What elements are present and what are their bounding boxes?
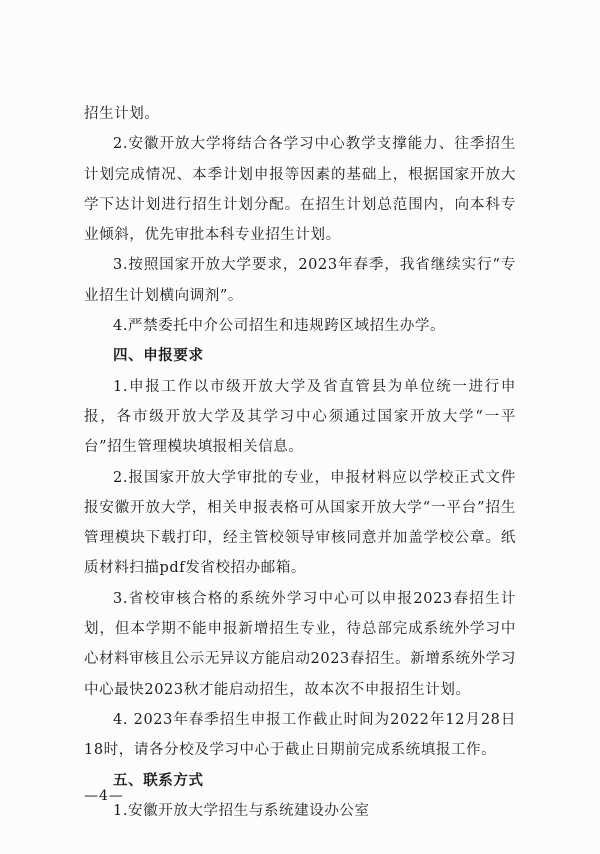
paragraph-1: 招生计划。 [84, 106, 160, 122]
paragraph-4: 4.严禁委托中介公司招生和违规跨区域招生办学。 [113, 318, 446, 335]
paragraph-3: 3.按照国家开放大学要求，2023年春季，我省继续实行“专业招生计划横向调剂”。 [84, 257, 516, 304]
page-number: —4— [84, 788, 124, 804]
paragraph-6: 2.报国家开放大学审批的专业，申报材料应以学校正式文件报安徽开放大学，相关申报表格可从国家开放大学“一平台”招生管理模块下载打印，经主管校领导审核同意并加盖学校公章。纸质材料扫描pdf发省校招办邮箱。 [84, 469, 516, 577]
paragraph-5: 1.申报工作以市级开放大学及省直管县为单位统一进行申报，各市级开放大学及其学习中心须通过国家开放大学“一平台”招生管理模块填报相关信息。 [84, 378, 516, 456]
paragraph-9: 1.安徽开放大学招生与系统建设办公室 [113, 802, 370, 819]
paragraph-7: 3.省校审核合格的系统外学习中心可以申报2023春招生计划，但本学期不能申报新增招生专业，待总部完成系统外学习中心材料审核且公示无异议方能启动2023春招生。新增系统外学习中心最快2023秋才能启动招生，故本次不申报招生计划。 [84, 590, 516, 698]
paragraph-8: 4. 2023年春季招生申报工作截止时间为2022年12月28日18时，请各分校及学习中心于截止日期前完成系统填报工作。 [84, 711, 516, 759]
section-heading-5: 五、联系方式 [113, 771, 204, 789]
paragraph-2: 2.安徽开放大学将结合各学习中心教学支撑能力、往季招生计划完成情况、本季计划申报等因素的基础上，根据国家开放大学下达计划进行招生计划分配。在招生计划总范围内，向本科专业倾斜，优先审批本科专业招生计划。 [84, 136, 516, 244]
section-heading-4: 四、申报要求 [113, 347, 204, 365]
